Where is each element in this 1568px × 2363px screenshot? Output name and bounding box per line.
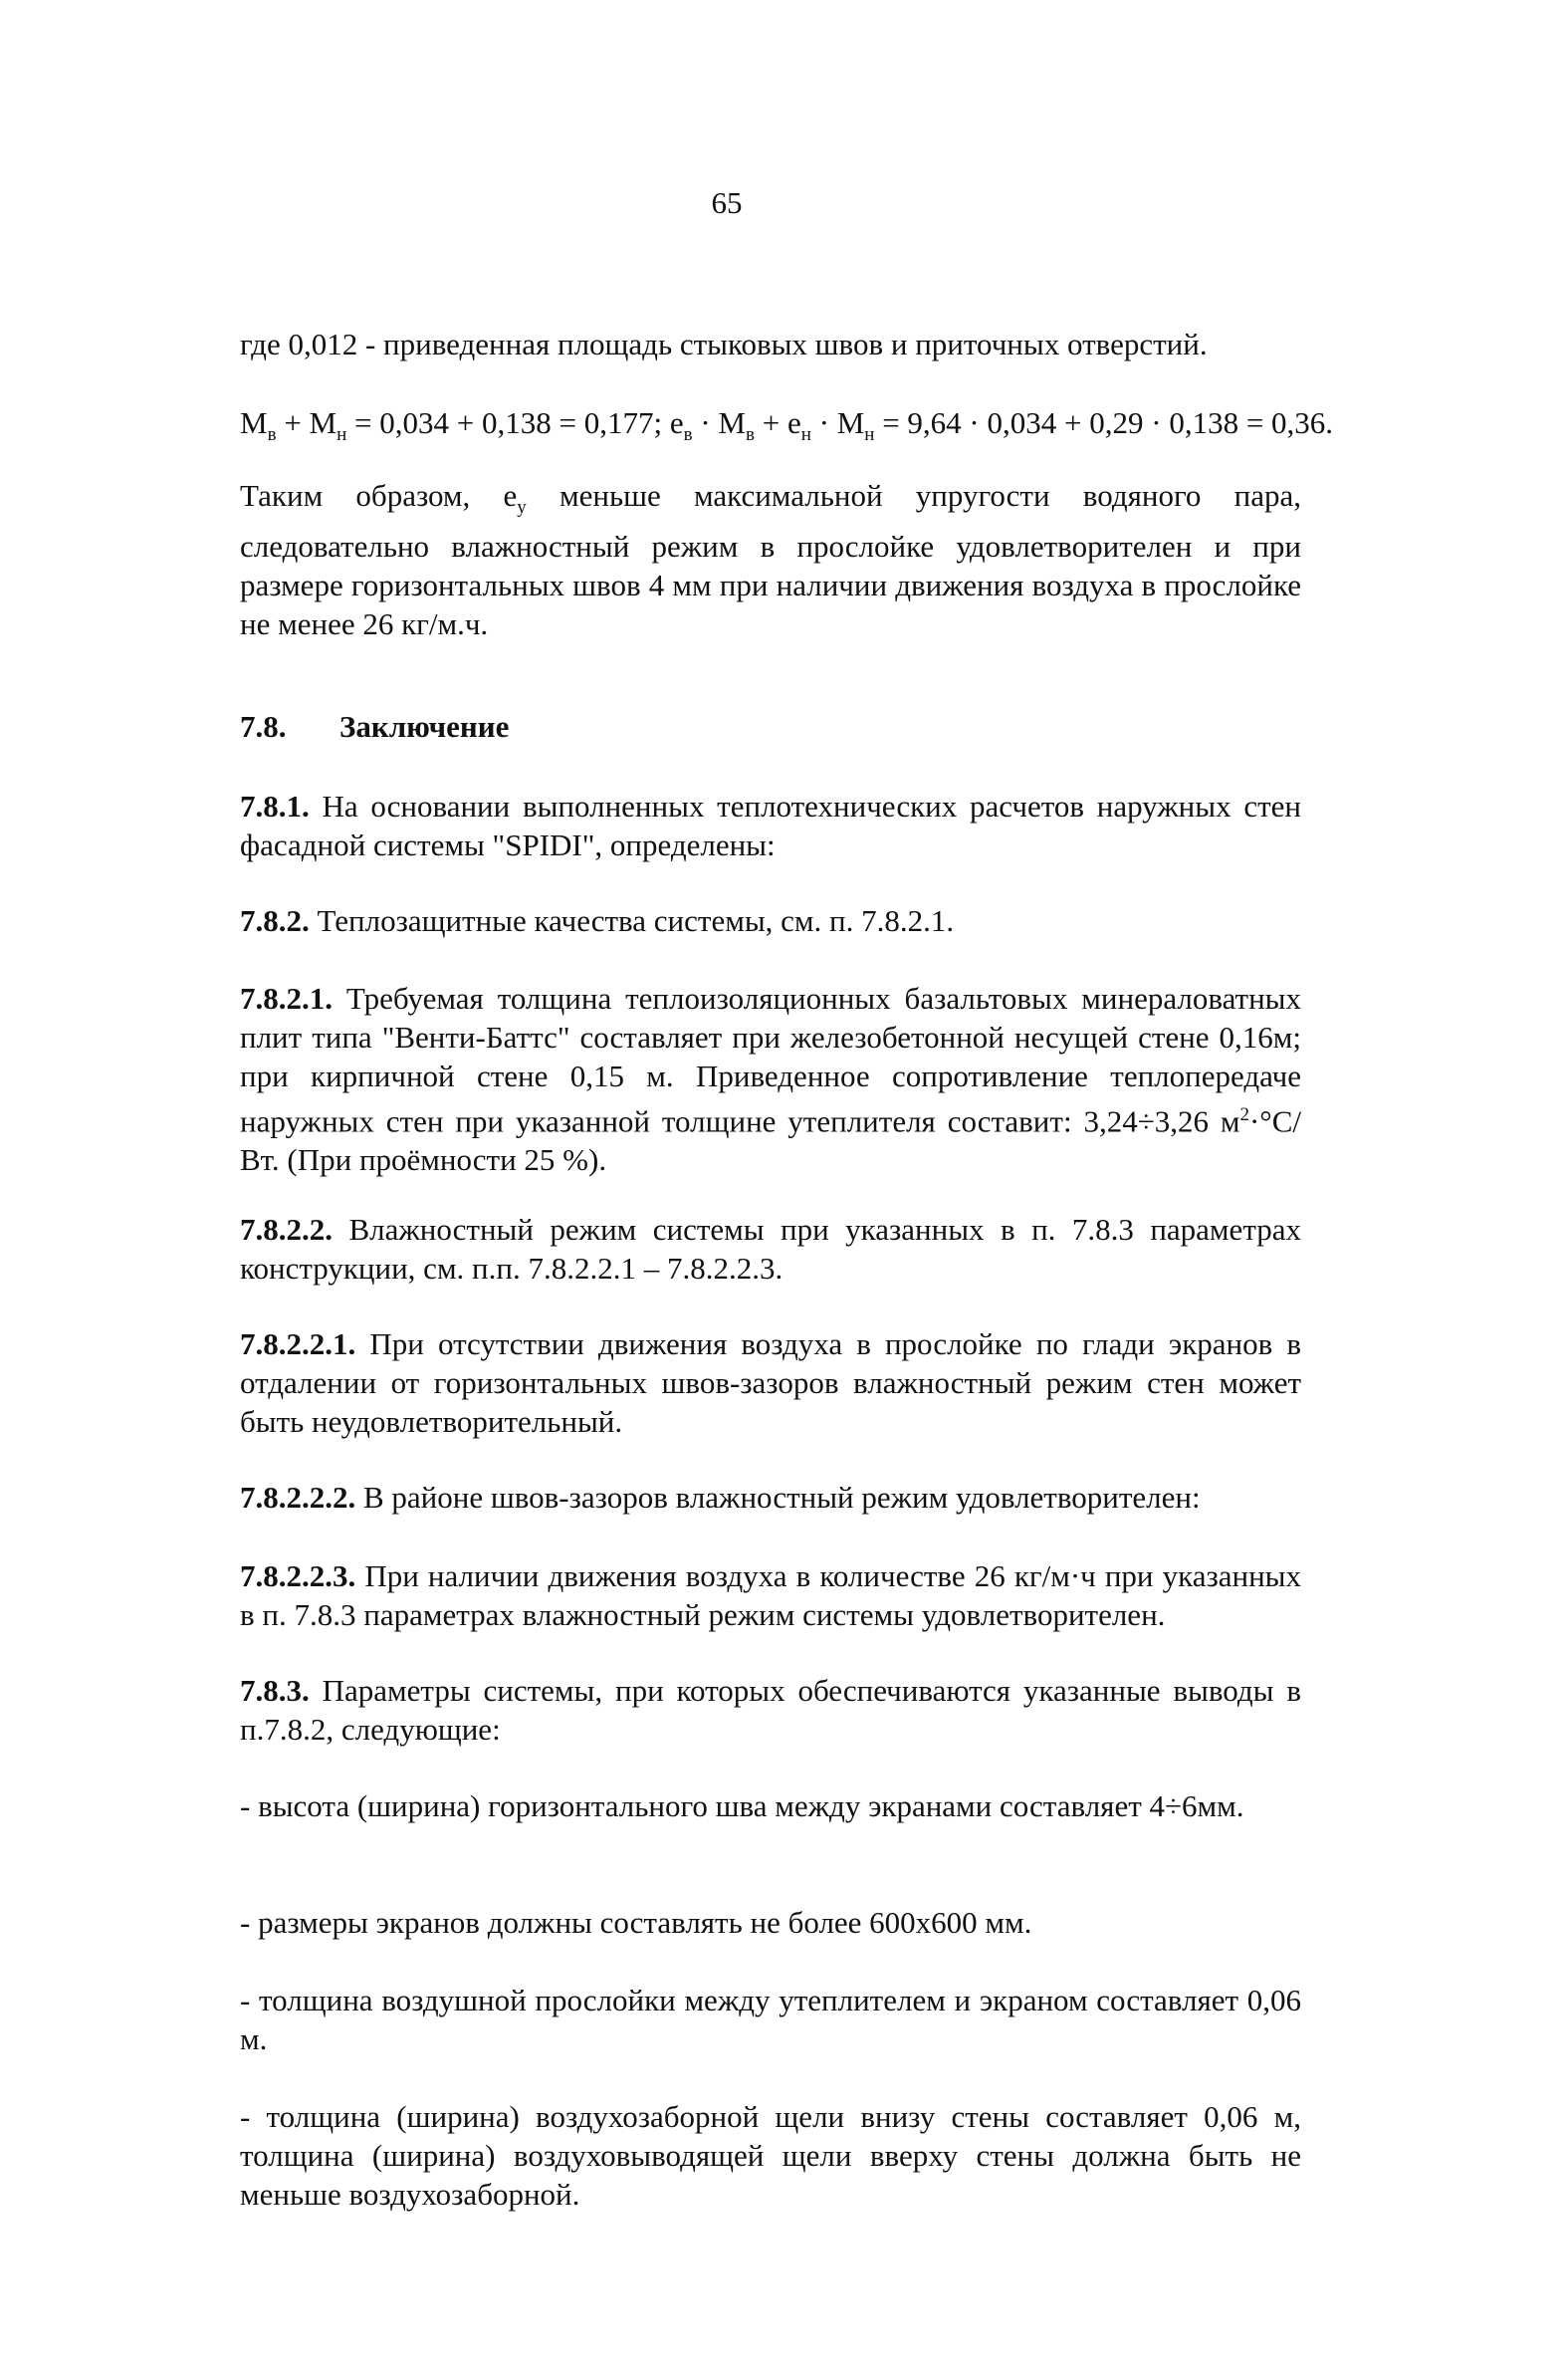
paragraph-superscript: 2 <box>1239 1104 1249 1125</box>
paragraph-text: В районе швов-зазоров влажностный режим удовлетворителен: <box>355 1480 1201 1515</box>
list-item-text: - размеры экранов должны составлять не более 600х600 мм. <box>240 1905 1032 1940</box>
conclusion-paragraph <box>240 476 1301 643</box>
list-item <box>240 1786 1301 1825</box>
paragraph-text: ·°С/Вт. (При проёмности 25 %). <box>240 1103 1301 1178</box>
paragraph-number: 7.8.2.2.1. <box>240 1326 356 1361</box>
list-item-text: - толщина (ширина) воздухозаборной щели внизу стены составляет 0,06 м, толщина (ширина) воздуховыводящей щели вверху стены должна быть не меньше воздухозаборной. <box>240 2099 1301 2212</box>
formula-token: · M <box>692 405 746 440</box>
paragraph-7-8-2-2-1 <box>240 1324 1301 1441</box>
list-item <box>240 1981 1301 2058</box>
paragraph-subscript: y <box>517 497 527 519</box>
formula-token: + e <box>754 405 801 440</box>
formula-token: = 9,64 · 0,034 + 0,29 · 0,138 = 0,36. <box>874 405 1334 440</box>
paragraph-text: На основании выполненных теплотехнических расчетов наружных стен фасадной системы "SPIDI", определены: <box>240 789 1301 862</box>
formula-subscript: н <box>864 424 875 446</box>
paragraph-text: меньше максимальной упругости водяного пара, следовательно влажностный режим в прослойке удовлетворителен и при размере горизонтальных швов 4 мм при наличии движения воздуха в прослойке не менее 26 кг/м.ч. <box>240 478 1301 642</box>
paragraph-7-8-2-1 <box>240 979 1301 1179</box>
formula-subscript: н <box>800 424 811 446</box>
paragraph-7-8-2-2-3 <box>240 1556 1301 1634</box>
list-item-text: - высота (ширина) горизонтального шва между экранами составляет 4÷6мм. <box>240 1788 1244 1823</box>
paragraph-7-8-1 <box>240 787 1301 864</box>
paragraph-7-8-2-2 <box>240 1210 1301 1288</box>
paragraph-text: При отсутствии движения воздуха в прослойке по глади экранов в отдалении от горизонтальных швов-зазоров влажностный режим стен может быть неудовлетворительный. <box>240 1326 1301 1439</box>
paragraph-number: 7.8.1. <box>240 789 310 824</box>
formula-token: · M <box>810 405 865 440</box>
paragraph-number: 7.8.2.1. <box>240 981 333 1016</box>
paragraph-text: Параметры системы, при которых обеспечиваются указанные выводы в п.7.8.2, следующие: <box>240 1673 1301 1747</box>
paragraph-7-8-3 <box>240 1671 1301 1749</box>
paragraph-7-8-2 <box>240 901 1301 940</box>
paragraph-number: 7.8.2.2.3. <box>240 1558 356 1593</box>
paragraph-number: 7.8.2. <box>240 903 310 938</box>
paragraph-7-8-2-2-2 <box>240 1478 1301 1517</box>
paragraph-text: Требуемая толщина теплоизоляционных базальтовых минераловатных плит типа "Венти-Баттс" составляет при железобетонной несущей стене 0,16м; при кирпичной стене 0,15 м. Приведенное сопротивление теплопередаче наружных стен при указанной толщине утеплителя составит: 3,24÷3,26 м <box>240 981 1301 1139</box>
where-line <box>240 325 1301 363</box>
section-number: 7.8. <box>240 709 287 744</box>
formula-subscript: в <box>683 424 693 446</box>
formula-token: M <box>240 405 268 440</box>
paragraph-text: Теплозащитные качества системы, см. п. 7.8.2.1. <box>309 903 955 938</box>
section-title: Заключение <box>339 709 510 744</box>
list-item <box>240 1903 1301 1942</box>
formula-token: = 0,034 + 0,138 = 0,177; e <box>346 405 684 440</box>
section-heading <box>240 709 509 745</box>
paragraph-number: 7.8.2.2. <box>240 1212 333 1247</box>
paragraph-text: Влажностный режим системы при указанных в п. 7.8.3 параметрах конструкции, см. п.п. 7.8.2.2.1 – 7.8.2.2.3. <box>240 1212 1301 1286</box>
formula-subscript: н <box>336 424 347 446</box>
paragraph-text: При наличии движения воздуха в количестве 26 кг/м·ч при указанных в п. 7.8.3 параметрах влажностный режим системы удовлетворителен. <box>240 1558 1301 1632</box>
page-number: 65 <box>711 185 743 220</box>
formula-subscript: в <box>745 424 755 446</box>
where-line-text: где 0,012 - приведенная площадь стыковых швов и приточных отверстий. <box>240 327 1208 361</box>
list-item <box>240 2097 1301 2214</box>
paragraph-text: Таким образом, e <box>240 478 518 513</box>
formula-subscript: в <box>267 424 277 446</box>
paragraph-number: 7.8.2.2.2. <box>240 1480 356 1515</box>
formula-token: + M <box>276 405 337 440</box>
list-item-text: - толщина воздушной прослойки между утеплителем и экраном составляет 0,06 м. <box>240 1983 1301 2056</box>
formula-line <box>240 405 1334 446</box>
paragraph-number: 7.8.3. <box>240 1673 310 1708</box>
